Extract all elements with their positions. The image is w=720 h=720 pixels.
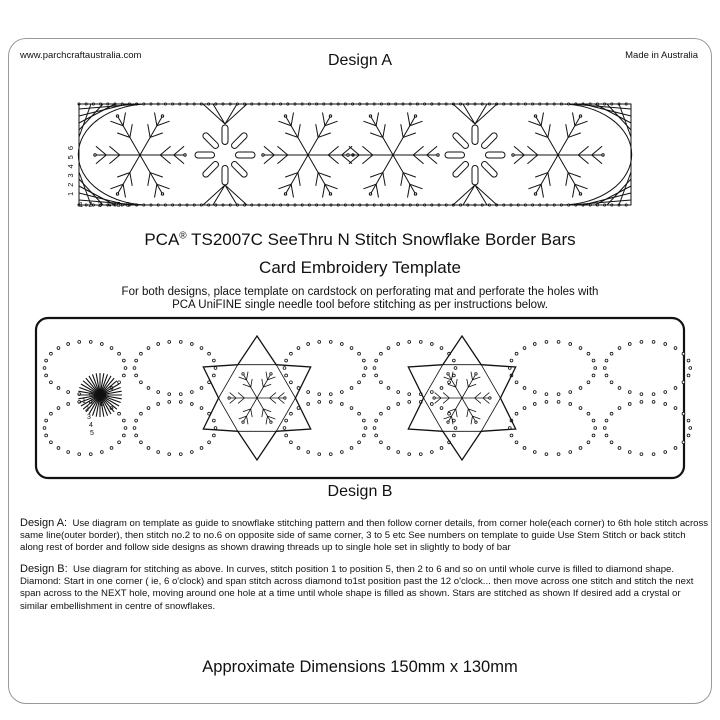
- col-number: 2: [88, 200, 93, 209]
- dotted-curve-pattern: [283, 340, 457, 455]
- row-number: 3: [66, 173, 75, 178]
- origin-text: Made in Australia: [625, 50, 698, 61]
- design-a-label: Design A:: [20, 517, 68, 529]
- b-number: 1: [82, 398, 86, 405]
- general-instructions: [0, 286, 720, 312]
- col-number: 4: [107, 200, 112, 209]
- row-number: 4: [66, 164, 75, 169]
- design-a-heading: Design A: [327, 52, 393, 69]
- dimensions-text: Approximate Dimensions 150mm x 130mm: [202, 658, 518, 676]
- col-number: 3: [97, 200, 102, 209]
- design-b-instructions: [20, 563, 710, 613]
- b-number: 5: [90, 430, 94, 437]
- snowflake-icon: [228, 372, 286, 425]
- brand: PCA: [144, 230, 180, 249]
- design-a-col-numbers: [79, 200, 159, 209]
- col-number: 5: [116, 200, 121, 209]
- row-number: 1: [66, 191, 75, 196]
- design-b-border: [36, 318, 684, 478]
- design-b-label: Design B:: [20, 563, 68, 575]
- snowflake-icon: [433, 372, 491, 425]
- design-a-instructions: [20, 517, 710, 555]
- col-number: 6: [125, 200, 130, 209]
- b-number: 2: [85, 406, 89, 413]
- col-number: 1: [79, 200, 84, 209]
- design-a-text: Use diagram on template as guide to snowflake stitching pattern and then follow corner details, from corner hole(each corner) to 6th hole stitch across same line(outer border), then stitch no.2 to no.6 on opposite side of same corner, 3 to 5 etc See numbers on template to guide Use Stem Stitch or back stitch along rest of border and follow side designs as shown drawing threads up to single hole set in slightly to body of bar: [20, 518, 709, 554]
- product-name: TS2007C SeeThru N Stitch Snowflake Border Bars: [191, 230, 576, 249]
- b-number: 4: [89, 422, 93, 429]
- product-title: [0, 230, 720, 250]
- row-number: 2: [66, 182, 75, 187]
- row-number: 6: [66, 145, 75, 151]
- product-subtitle: Card Embroidery Template: [259, 258, 461, 277]
- star-diamond-icon: [408, 336, 515, 460]
- dotted-curve-pattern: [508, 340, 691, 455]
- design-b-numbers: [82, 398, 94, 438]
- dotted-curve-pattern: [43, 340, 217, 455]
- design-a-row-numbers: [66, 146, 75, 196]
- b-number: 3: [87, 414, 91, 421]
- design-b-heading: Design B: [327, 483, 393, 500]
- website-text: www.parchcraftaustralia.com: [20, 50, 142, 61]
- design-b-text: Use diagram for stitching as above. In curves, stitch position 1 to position 5, then 2 to 6 and so on until whole curve is filled to diamond shape. Diamond: Start in one corner ( ie, 6 o'clock) and span stitch across diamond to1st position past the 12 o'clock... then move across one stitch and stitch the next span across to the NEXT hole, moving around one hole at a time until whole shape is filled as shown. Stars are stitched as shown If desired add a crystal or similar embellishment in centre of snowflakes.: [20, 564, 694, 612]
- row-number: 5: [66, 155, 75, 160]
- star-diamond-icon: [203, 336, 310, 460]
- instruction-line: For both designs, place template on cardstock on perforating mat and perforate the holes with: [121, 286, 599, 298]
- registered-mark: ®: [179, 230, 187, 242]
- instruction-line: PCA UniFINE single needle tool before stitching as per instructions below.: [172, 299, 548, 311]
